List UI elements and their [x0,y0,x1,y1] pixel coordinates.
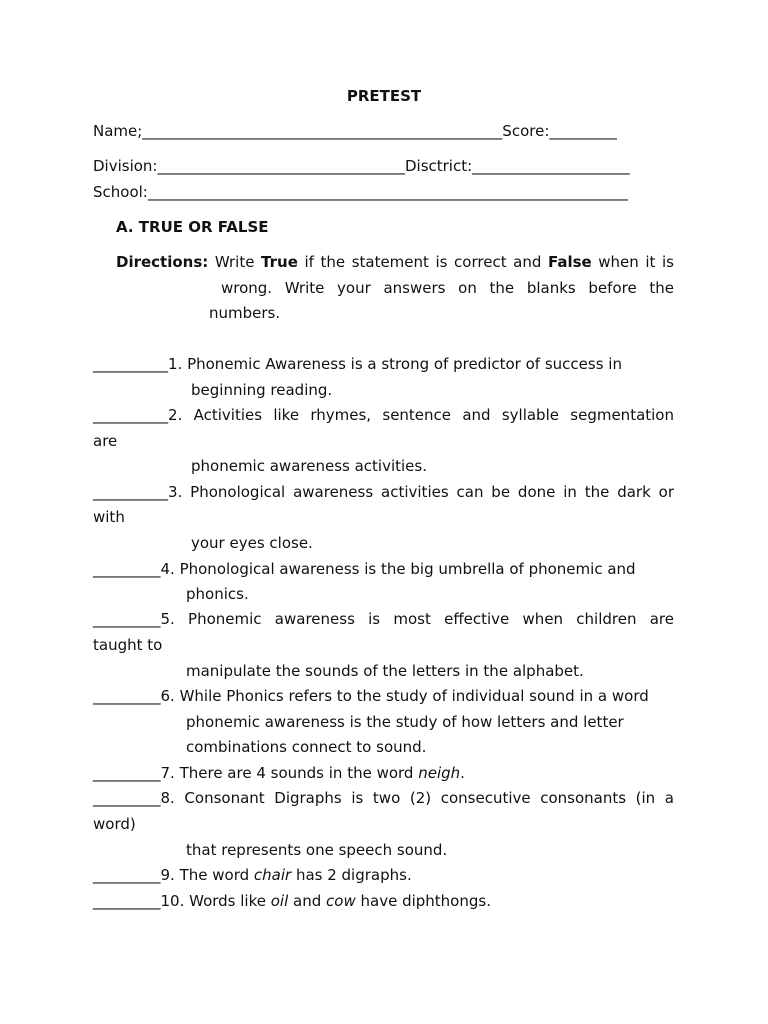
question-8-line-1: _________8. Consonant Digraphs is two (2) consecutive consonants (in a [93,789,674,807]
directions-line-2: wrong. Write your answers on the blanks before the [221,279,674,297]
question-3-line-2: with [93,508,125,526]
question-9-line-1 [93,866,412,884]
question-10-emphasis-cow: cow [326,892,356,910]
question-10-and: and [288,892,327,910]
question-8-line-3: that represents one speech sound. [186,841,448,859]
question-7-emphasis: neigh [418,764,461,782]
question-2-line-2: are [93,432,118,450]
question-4-line-1: _________4. Phonological awareness is the big umbrella of phonemic and [93,560,636,578]
directions-true: True [261,253,298,271]
question-9-end: has 2 digraphs. [291,866,412,884]
question-4-line-2: phonics. [186,585,249,603]
question-6-line-3: combinations connect to sound. [186,738,427,756]
section-heading: A. TRUE OR FALSE [116,218,269,236]
question-8-line-2: word) [93,815,136,833]
question-2-line-3: phonemic awareness activities. [191,457,427,475]
question-10-line-1 [93,892,491,910]
question-6-line-1: _________6. While Phonics refers to the study of individual sound in a word [93,687,649,705]
question-9-text: _________9. The word [93,866,254,884]
question-10-text: _________10. Words like [93,892,271,910]
directions-text-2: if the statement is correct and [297,253,548,271]
directions-false: False [547,253,592,271]
question-1-line-2: beginning reading. [191,381,333,399]
division-district-line: Division:_________________________________Disctrict:_____________________ [93,157,630,175]
directions-label: Directions: [116,253,209,271]
name-score-line: Name;________________________________________________Score:_________ [93,122,617,140]
question-6-line-2: phonemic awareness is the study of how letters and letter [186,713,624,731]
question-1-line-1: __________1. Phonemic Awareness is a strong of predictor of success in [93,355,622,373]
question-3-line-1: __________3. Phonological awareness activities can be done in the dark or [93,483,674,501]
directions-text-3: when it is [591,253,674,271]
question-2-line-1: __________2. Activities like rhymes, sentence and syllable segmentation [93,406,674,424]
question-5-line-1: _________5. Phonemic awareness is most effective when children are [93,610,674,628]
question-7-text: _________7. There are 4 sounds in the word [93,764,419,782]
page-title: PRETEST [346,87,422,105]
question-10-emphasis-oil: oil [270,892,289,910]
directions-line-1 [116,253,674,271]
question-10-end: have diphthongs. [355,892,491,910]
question-7-end: . [460,764,465,782]
school-line: School:________________________________________________________________ [93,183,628,201]
question-9-emphasis: chair [253,866,292,884]
question-7-line-1 [93,764,465,782]
question-3-line-3: your eyes close. [191,534,313,552]
question-5-line-2: taught to [93,636,163,654]
directions-text-1: Write [214,253,262,271]
question-5-line-3: manipulate the sounds of the letters in the alphabet. [186,662,584,680]
directions-line-3: numbers. [209,304,281,322]
